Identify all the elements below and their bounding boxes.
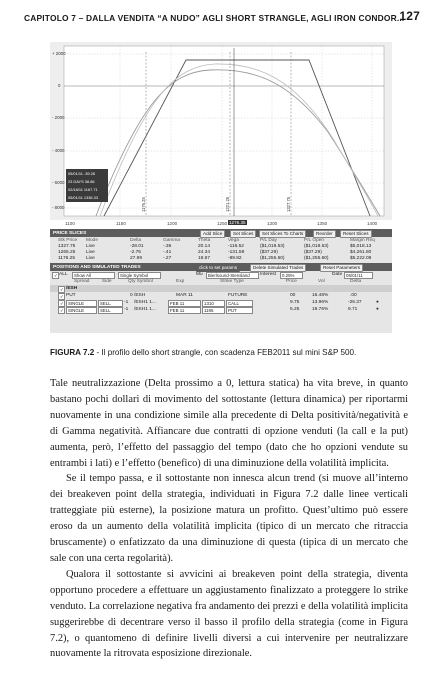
cell: ($1,255.60) xyxy=(260,256,285,261)
page-number: 127 xyxy=(399,9,420,23)
positions-title: POSITIONS AND SIMULATED TRADES xyxy=(53,264,141,270)
subgroup-row[interactable] xyxy=(50,292,392,299)
col-header: Vol xyxy=(318,279,325,284)
positions-header-row xyxy=(50,278,392,285)
breakeven-label: 1176.25 xyxy=(141,197,146,212)
figure-caption xyxy=(50,348,430,357)
cell: .00 xyxy=(350,293,357,298)
x-tick: 1150 xyxy=(116,221,126,226)
cell: 00 xyxy=(290,293,296,298)
y-tick: 0 xyxy=(58,83,61,88)
breakeven-label: 1221.25 xyxy=(225,196,230,212)
set-slices-to-charts-button[interactable]: Set Slices To Charts xyxy=(259,230,306,238)
cell: Live xyxy=(86,250,95,255)
symbol-mode-select[interactable]: Single Symbol xyxy=(118,272,161,279)
qty: -1 xyxy=(124,300,129,305)
row-checkbox[interactable]: ✓ xyxy=(60,300,64,306)
strike-field[interactable]: 1195 xyxy=(202,307,225,314)
cell: MAR 11 xyxy=(176,293,193,298)
breakeven-label: 1327.75 xyxy=(286,196,291,212)
paragraph: Se il tempo passa, e il sottostante non innesca alcun trend (si muove all’interno dei breakeven point della strategia, individuati in Figura 7.2 dalle linee verticali tratteggiate più esterne), la posizione matura un profitto. Quest’ultimo può essere eroso da un aumento della volatilità implicita (tipico di un mercato che ritraccia bruscamente) o enfatizzato da una diminuzione di questa (tipica di un mercato che sale con una certa regolarità). xyxy=(50,473,408,564)
expiry-select[interactable]: FEB 11 xyxy=(168,307,201,314)
cell: $5,018.13 xyxy=(350,244,372,249)
symbol: /ESH1 1... xyxy=(134,307,156,312)
row-checkbox[interactable]: ✓ xyxy=(60,293,64,299)
price-slices-title: PRICE SLICES xyxy=(53,230,87,236)
y-tick: - 6000 xyxy=(52,180,65,185)
x-tick: 1100 xyxy=(65,221,75,226)
col-header: Vega xyxy=(228,238,239,243)
x-tick: 1250 xyxy=(217,221,228,226)
running-header xyxy=(20,8,420,28)
delete-simulated-trades-button[interactable]: Delete Simulated Trades xyxy=(250,264,306,272)
group-checkbox[interactable]: ✓ xyxy=(60,286,64,292)
cell: 20.14 xyxy=(198,244,211,249)
col-header: P/L Day xyxy=(260,238,277,243)
x-tick: 1200 xyxy=(167,221,178,226)
col-header: Delta xyxy=(130,238,142,243)
all-checkbox[interactable]: ✓ xyxy=(54,272,58,278)
cell: ($1,255.60) xyxy=(304,256,329,261)
cell: 16.48% xyxy=(312,293,329,298)
mu-label: Mu xyxy=(196,272,203,277)
cell: ($37.29) xyxy=(260,250,278,255)
type-select[interactable]: CALL xyxy=(226,300,253,307)
set-params-button[interactable]: click to set params xyxy=(196,264,240,272)
reset-slices-button[interactable]: Reset Slices xyxy=(340,230,372,238)
cell: -89.82 xyxy=(228,256,242,261)
cell: 0 /ESH xyxy=(130,293,146,298)
cell: 1327.75 xyxy=(58,244,76,249)
delta: -26.37 xyxy=(348,300,362,305)
cell: -28.01 xyxy=(130,244,144,249)
date-field[interactable]: 05/01/11 xyxy=(344,272,373,279)
position-leg-row[interactable] xyxy=(50,306,392,313)
cell: $4,261.80 xyxy=(350,250,372,255)
price-slices-bar xyxy=(50,229,392,237)
set-slices-button[interactable]: Set Slices xyxy=(230,230,256,238)
y-tick: - 8000 xyxy=(52,205,65,210)
cell: 1176.25 xyxy=(58,256,75,261)
col-header: Delta xyxy=(350,279,362,284)
cell: 24.34 xyxy=(198,250,211,255)
reset-parameters-button[interactable]: Reset Parameters xyxy=(320,264,363,272)
expiry-select[interactable]: FEB 11 xyxy=(168,300,201,307)
type-select[interactable]: PUT xyxy=(226,307,253,314)
cell: 27.99 xyxy=(130,256,143,261)
chapter-title: CAPITOLO 7 – DALLA VENDITA “A NUDO” AGLI SHORT STRANGLE, AGLI IRON CONDOR... xyxy=(24,13,405,23)
col-header: Gamma xyxy=(163,238,181,243)
row-checkbox[interactable]: ✓ xyxy=(60,307,64,313)
x-tick: 1300 xyxy=(267,221,278,226)
payoff-chart xyxy=(50,42,392,220)
cell: -.41 xyxy=(163,250,172,255)
cell: ($1,018.53) xyxy=(260,244,285,249)
cell: Live xyxy=(86,244,95,249)
price: 9.75 xyxy=(290,300,300,305)
vol: 13.96% xyxy=(312,300,329,305)
col-header: Margin Req xyxy=(350,238,375,243)
y-tick: + 2000 xyxy=(52,51,66,56)
cell: -2.75 xyxy=(130,250,141,255)
delta: 9.71 xyxy=(348,307,358,312)
cell: -116.52 xyxy=(228,244,244,249)
paragraph: Tale neutralizzazione (Delta prossimo a 0, lettura statica) ha vita breve, in quanto bastano pochi dollari di movimento del sottostante (lettura dinamica) per riportarmi nuovamente in una condizione simile alla precedente di Delta positività/negatività e di Gamma negatività. Affiancare due contratti di opzione venduti (la call e la put) aumenta, però, l’effetto del passaggio del tempo (dato che ho opzioni vendute su entrambi i lati) e l’effetto (benefico) di una diminuzione della volatilità implicita. xyxy=(50,378,408,469)
col-header: Mode xyxy=(86,238,98,243)
cell: -131.59 xyxy=(228,250,245,255)
analysis-panel xyxy=(50,229,392,333)
cell: 18.67 xyxy=(198,256,211,261)
symbol: /ESH1 1... xyxy=(134,300,156,305)
y-tick: - 4000 xyxy=(52,148,65,153)
all-label: ALL xyxy=(59,272,68,277)
price-marker: 1276.35 xyxy=(229,220,246,225)
info-line: 02/18/11 1167.71 xyxy=(68,187,98,192)
cell: $5,222.09 xyxy=(350,256,372,261)
col-header: Side xyxy=(102,279,112,284)
spread-select[interactable]: SINGLE xyxy=(66,300,97,307)
info-line: 23 DAYS 38.86 xyxy=(68,179,95,184)
remove-icon[interactable]: ● xyxy=(376,300,379,305)
cell: -.27 xyxy=(163,256,172,261)
vol: 19.76% xyxy=(312,307,329,312)
cell: PUT xyxy=(66,293,76,298)
y-tick: - 2000 xyxy=(52,115,65,120)
col-header: Spread xyxy=(74,279,90,284)
col-header: Qty Symbol xyxy=(128,279,153,284)
interest-label: Interest xyxy=(260,272,276,277)
slice-row[interactable] xyxy=(50,255,392,262)
col-header: Stk Price xyxy=(58,238,78,243)
price: 5.25 xyxy=(290,307,300,312)
cell: -.36 xyxy=(163,244,172,249)
x-tick: 1400 xyxy=(367,221,378,226)
spread-select[interactable]: SINGLE xyxy=(66,307,97,314)
col-header: Strike Type xyxy=(220,279,244,284)
cell: FUTURE xyxy=(228,293,248,298)
col-header: Exp xyxy=(176,279,185,284)
cell: ($1,018.53) xyxy=(304,244,329,249)
show-select[interactable]: Show All xyxy=(72,272,115,279)
strike-field[interactable]: 1310 xyxy=(202,300,225,307)
figure-7-2 xyxy=(50,42,392,333)
cell: Live xyxy=(86,256,95,261)
interest-field[interactable]: 0.25% xyxy=(280,272,303,279)
side-select[interactable]: SELL xyxy=(98,300,123,307)
reorder-button[interactable]: Reorder xyxy=(313,230,336,238)
paragraph: Qualora il sottostante si avvicini ai breakeven point della strategia, diventa opportuno procedere a effettuare un aggiustamento finalizzato a proteggere lo strike venduto. La correlazione negativa fra andamento dei prezzi e della volatilità implicita suggerirebbe di decentrare verso il basso il profilo della strategia (come in Figura 7.2), o quantomeno di definire livelli diversi a cui intervenire per neutralizzare nuovamente la ritrovata esposizione direzionale. xyxy=(50,568,408,660)
positions-controls xyxy=(50,271,392,278)
col-header: Theta xyxy=(198,238,211,243)
qty: -1 xyxy=(124,307,129,312)
caption-text: - Il profilo dello short strangle, con scadenza FEB2011 sul mini S&P 500. xyxy=(94,348,357,357)
account-select[interactable]: Bierlsound-Stensland xyxy=(206,272,259,279)
side-select[interactable]: SELL xyxy=(98,307,123,314)
col-header: P/L Open xyxy=(304,238,325,243)
date-label: Date xyxy=(332,272,343,277)
group-label: /ESH xyxy=(66,286,78,291)
info-line: 05/01/11 -39.28 xyxy=(68,171,95,176)
group-row[interactable] xyxy=(50,285,392,292)
info-line: 05/01/11 1336.33 xyxy=(68,195,98,200)
body-text xyxy=(50,376,408,662)
cell: ($37.29) xyxy=(304,250,322,255)
positions-bar xyxy=(50,263,392,271)
caption-label: FIGURA 7.2 xyxy=(50,348,95,357)
x-axis xyxy=(50,220,392,229)
position-leg-row[interactable] xyxy=(50,299,392,306)
add-slice-button[interactable]: Add Slice xyxy=(200,230,225,238)
col-header: Price xyxy=(286,279,297,284)
remove-icon[interactable]: ● xyxy=(376,307,379,312)
cell: 1265.25 xyxy=(58,250,76,255)
x-tick: 1350 xyxy=(317,221,328,226)
